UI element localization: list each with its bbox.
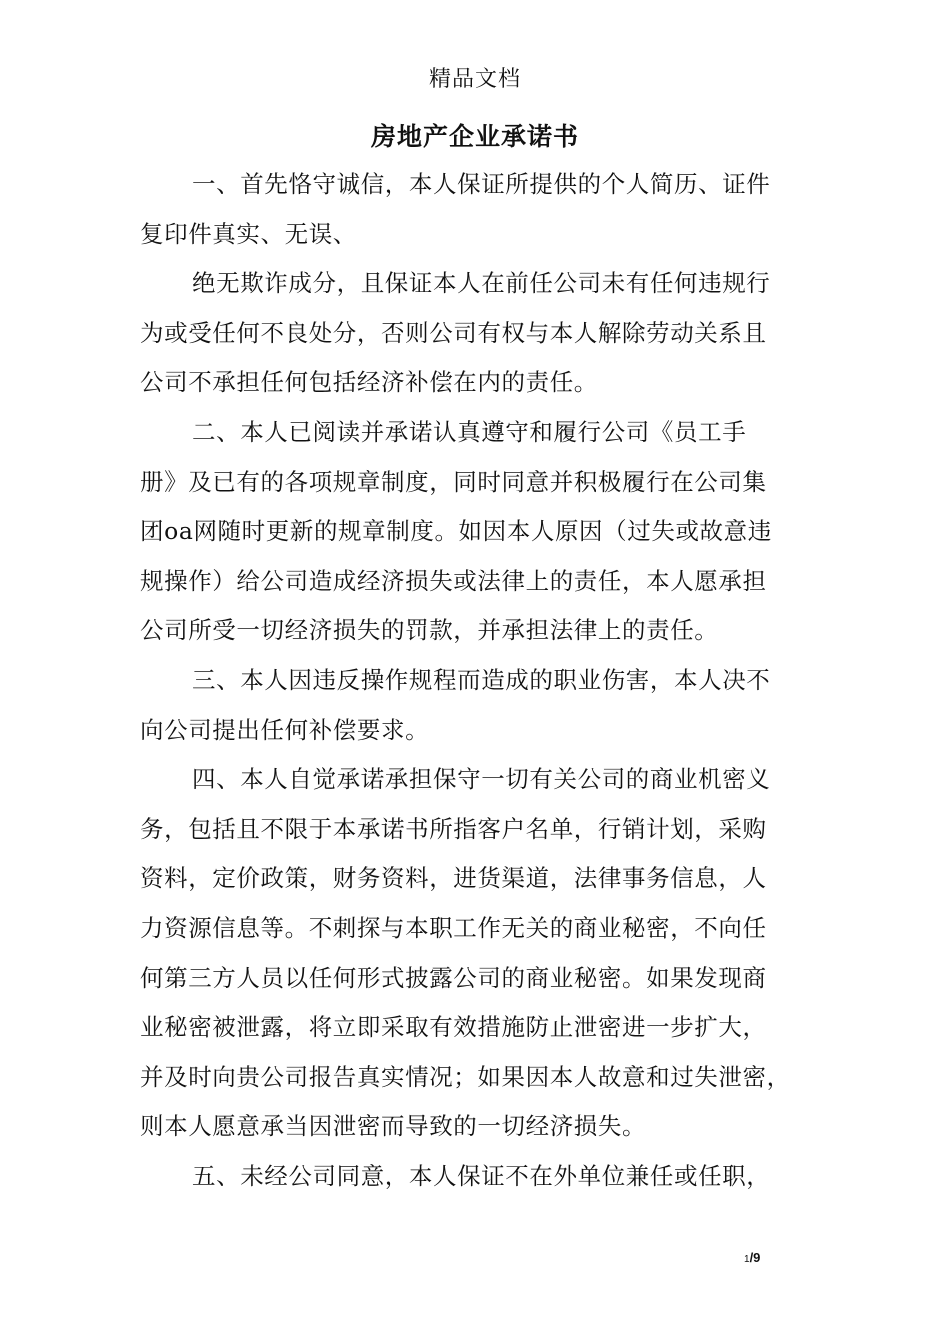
body-line: 团oa网随时更新的规章制度。如因本人原因（过失或故意违	[140, 517, 772, 546]
body-line: 绝无欺诈成分，且保证本人在前任公司未有任何违规行	[192, 269, 771, 298]
body-line: 务，包括且不限于本承诺书所指客户名单，行销计划，采购	[140, 814, 767, 843]
body-line: 力资源信息等。不刺探与本职工作无关的商业秘密，不向任	[140, 913, 767, 942]
document-title: 房地产企业承诺书	[370, 122, 579, 151]
document-body	[140, 160, 830, 1201]
body-line: 何第三方人员以任何形式披露公司的商业秘密。如果发现商	[140, 963, 767, 992]
body-line: 资料，定价政策，财务资料，进货渠道，法律事务信息，人	[140, 864, 767, 893]
body-line: 二、本人已阅读并承诺认真遵守和履行公司《员工手	[192, 417, 747, 446]
page-number	[744, 1250, 760, 1265]
body-line: 为或受任何不良处分，否则公司有权与本人解除劳动关系且	[140, 318, 767, 347]
body-line: 四、本人自觉承诺承担保守一切有关公司的商业机密义	[192, 765, 771, 794]
page-header: 精品文档	[428, 67, 521, 92]
body-line: 则本人愿意承当因泄密而导致的一切经济损失。	[140, 1112, 647, 1141]
body-line: 业秘密被泄露，将立即采取有效措施防止泄密进一步扩大，	[140, 1013, 767, 1042]
body-line: 三、本人因违反操作规程而造成的职业伤害，本人决不	[192, 665, 771, 694]
body-line: 并及时向贵公司报告真实情况；如果因本人故意和过失泄密，	[140, 1062, 791, 1091]
body-line: 册》及已有的各项规章制度，同时同意并积极履行在公司集	[140, 467, 767, 496]
page-number-total: /9	[749, 1250, 761, 1265]
page-number-current: 1	[744, 1254, 750, 1265]
body-line: 向公司提出任何补偿要求。	[140, 715, 430, 744]
body-line: 规操作）给公司造成经济损失或法律上的责任，本人愿承担	[140, 566, 767, 595]
body-line: 公司所受一切经济损失的罚款，并承担法律上的责任。	[140, 616, 719, 645]
body-line: 复印件真实、无误、	[140, 219, 357, 248]
body-line: 公司不承担任何包括经济补偿在内的责任。	[140, 368, 598, 397]
body-line: 五、未经公司同意，本人保证不在外单位兼任或任职，	[192, 1161, 771, 1190]
body-line: 一、首先恪守诚信，本人保证所提供的个人简历、证件	[192, 170, 771, 198]
